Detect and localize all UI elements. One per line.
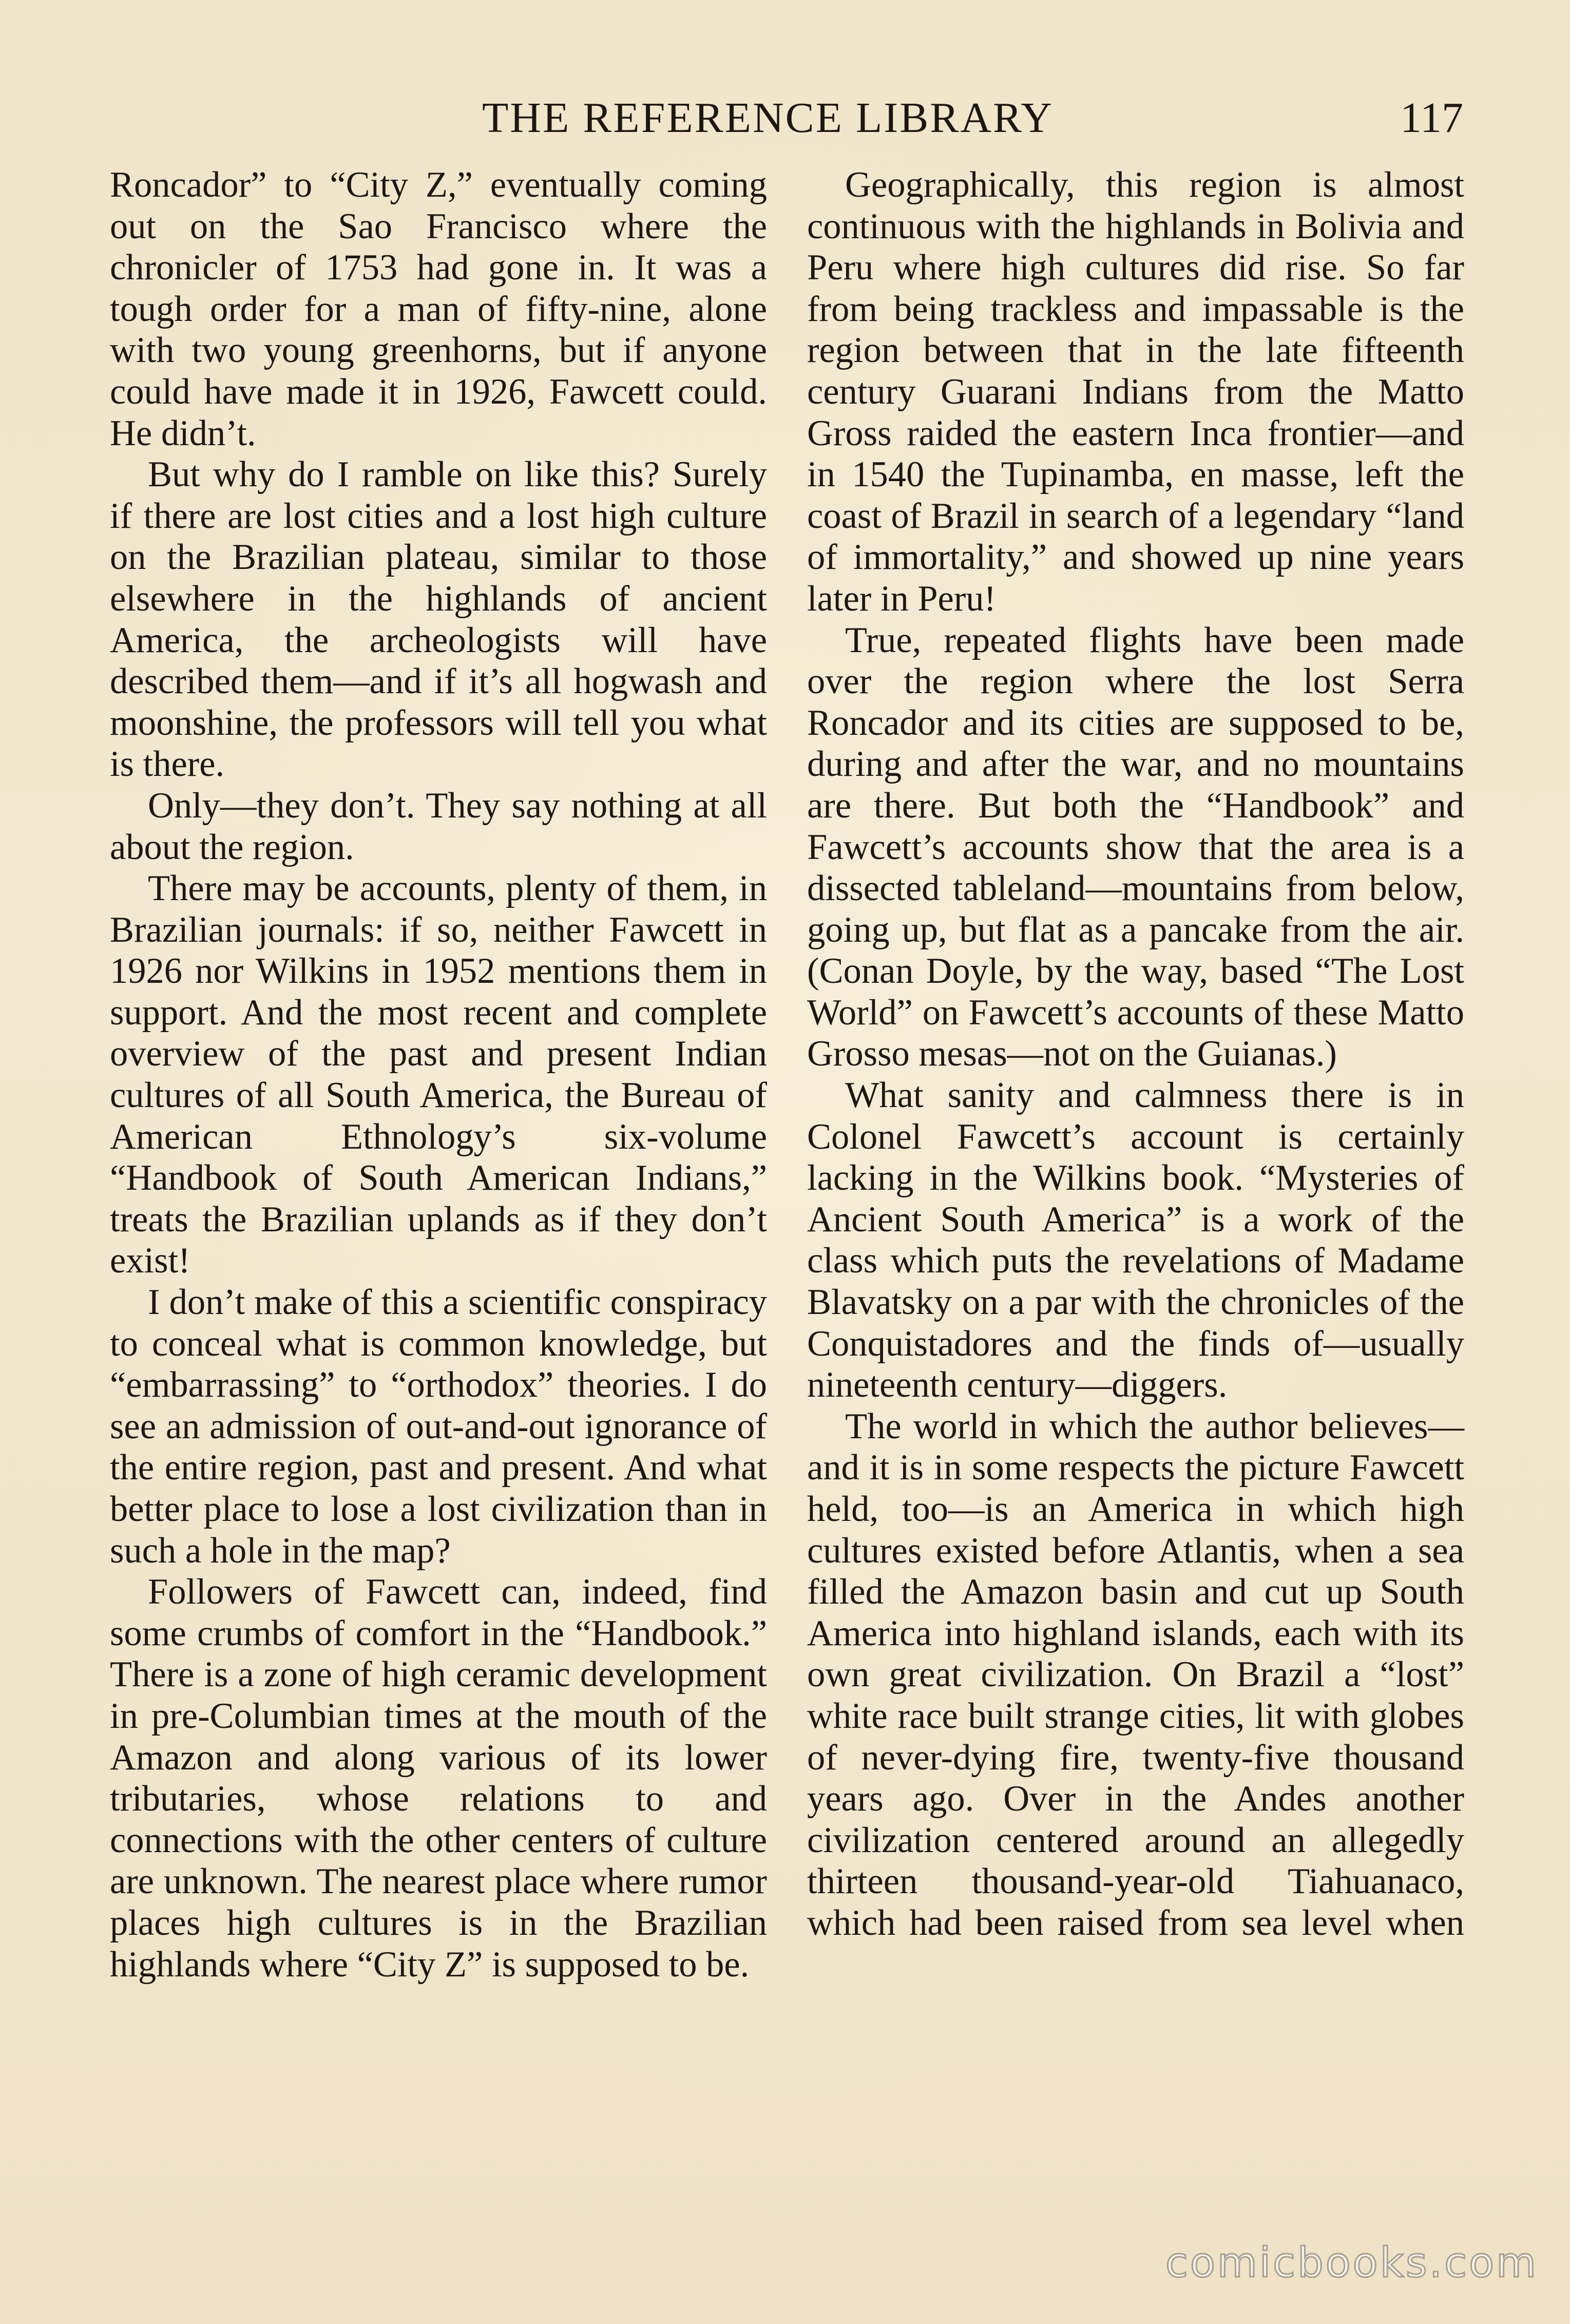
paragraph: Only—they don’t. They say nothing at all about the region. [110,785,767,867]
paragraph: The world in which the author believes—and it is in some respects the picture Fawcett held, too—is an America in which high cultures existed before Atlantis, when a sea filled the Amazon basin and cut up South America into highland islands, each with its own great civilization. On Brazil a “lost” white race built strange cities, lit with globes of never-dying fire, twenty-five thousand years ago. Over in the Andes another civilization centered around an allegedly thirteen thousand-year-old Tiahuanaco, which had been raised from sea level when [807,1406,1464,1943]
paragraph: There may be accounts, plenty of them, in Brazilian journals: if so, neither Fawcett in 1926 nor Wilkins in 1952 mentions them in support. And the most recent and complete overview of the past and present Indian cultures of all South America, the Bureau of American Ethnology’s six-volume “Handbook of South American Indians,” treats the Brazilian uplands as if they don’t exist! [110,868,767,1281]
paragraph: But why do I ramble on like this? Surely if there are lost cities and a lost high culture on the Brazilian plateau, similar to those elsewhere in the highlands of ancient America, the archeologists will have described them—and if it’s all hogwash and moonshine, the professors will tell you what is there. [110,454,767,785]
paragraph: Geographically, this region is almost continuous with the highlands in Bolivia and Peru where high cultures did rise. So far from being trackless and impassable is the region between that in the late fifteenth century Guarani Indians from the Matto Gross raided the eastern Inca frontier—and in 1540 the Tupinamba, en masse, left the coast of Brazil in search of a legendary “land of immortality,” and showed up nine years later in Peru! [807,165,1464,619]
running-title: THE REFERENCE LIBRARY [482,94,1054,142]
running-header [110,87,1463,149]
paragraph: Roncador” to “City Z,” eventually coming out on the Sao Francisco where the chronicler of 1753 had gone in. It was a tough order for a man of fifty-nine, alone with two young greenhorns, but if anyone could have made it in 1926, Fawcett could. He didn’t. [110,165,767,453]
right-column [807,164,1464,1944]
paragraph: Followers of Fawcett can, indeed, find some crumbs of comfort in the “Handbook.” There is a zone of high ceramic development in pre-Columbian times at the mouth of the Amazon and along various of its lower tributaries, whose relations to and connections with the other centers of culture are unknown. The nearest place where rumor places high cultures is in the Brazilian highlands where “City Z” is supposed to be. [110,1572,767,1985]
watermark: comicbooks.com [1165,2239,1538,2287]
left-column [110,164,767,1985]
page-number: 117 [1400,94,1463,142]
paragraph: I don’t make of this a scientific conspiracy to conceal what is common knowledge, but “embarrassing” to “orthodox” theories. I do see an admission of out-and-out ignorance of the entire region, past and present. And what better place to lose a lost civilization than in such a hole in the map? [110,1282,767,1571]
paragraph: True, repeated flights have been made over the region where the lost Serra Roncador and its cities are supposed to be, during and after the war, and no mountains are there. But both the “Handbook” and Fawcett’s accounts show that the area is a dissected tableland—mountains from below, going up, but flat as a pancake from the air. (Conan Doyle, by the way, based “The Lost World” on Fawcett’s accounts of these Matto Grosso mesas—not on the Guianas.) [807,620,1464,1074]
paragraph: What sanity and calmness there is in Colonel Fawcett’s account is certainly lacking in the Wilkins book. “Mysteries of Ancient South America” is a work of the class which puts the revelations of Madame Blavatsky on a par with the chronicles of the Conquistadores and the finds of—usually nineteenth century—diggers. [807,1075,1464,1405]
